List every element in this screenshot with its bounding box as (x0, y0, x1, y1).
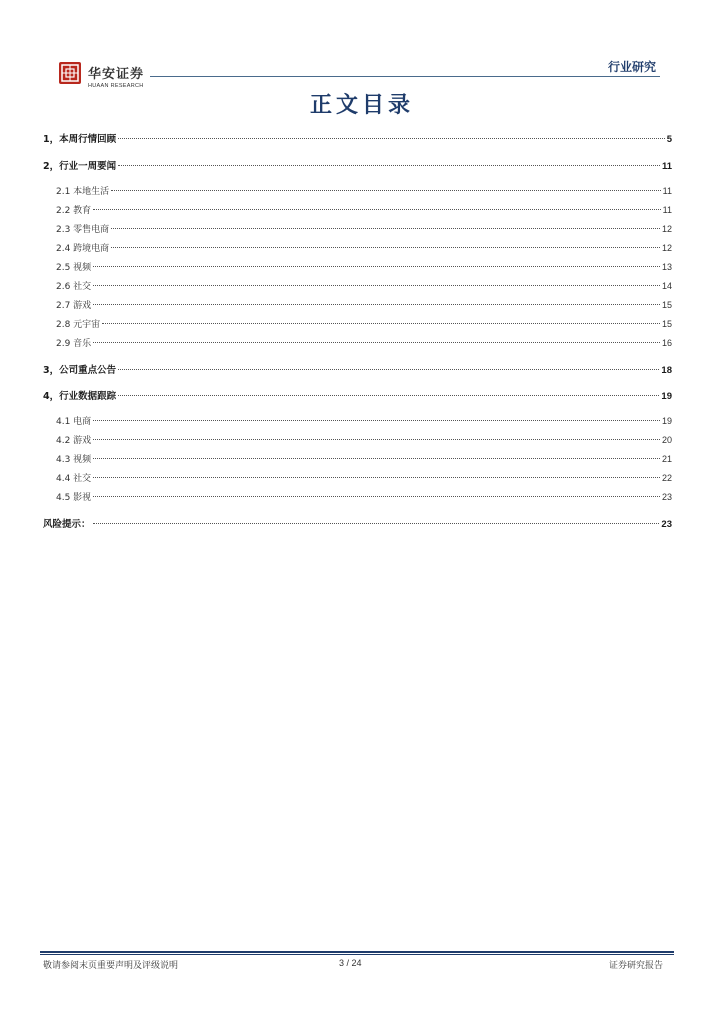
toc-entry-page: 11 (662, 186, 672, 196)
logo-name-cn: 华安证券 (88, 67, 145, 82)
toc-entry[interactable] (43, 279, 672, 293)
toc-entry[interactable] (43, 131, 672, 145)
toc-entry-label: 4.3 视频 (56, 455, 92, 465)
toc-entry[interactable] (43, 433, 672, 447)
toc-dot-leader (93, 439, 660, 440)
toc-entry-page: 19 (661, 391, 672, 402)
toc-entry-page: 15 (661, 319, 672, 329)
toc-entry-label: 2.9 音乐 (56, 339, 92, 349)
toc-entry-page: 23 (661, 492, 672, 502)
toc-dot-leader (118, 138, 665, 139)
toc-entry[interactable] (43, 260, 672, 274)
toc-entry[interactable] (43, 317, 672, 331)
toc-entry-label: 风险提示： (43, 519, 91, 530)
toc-entry-label: 4，行业数据跟踪 (43, 391, 117, 402)
logo-name-en: HUAAN RESEARCH (88, 83, 144, 89)
toc-entry-page: 12 (661, 243, 672, 253)
toc-dot-leader (102, 323, 660, 324)
toc-entry-page: 14 (661, 281, 672, 291)
toc-dot-leader (93, 420, 660, 421)
toc-dot-leader (93, 342, 660, 343)
toc-entry-label: 4.2 游戏 (56, 436, 92, 446)
toc-dot-leader (118, 395, 659, 396)
toc-dot-leader (93, 477, 660, 478)
toc-dot-leader (111, 190, 660, 191)
toc-entry-label: 1，本周行情回顾 (43, 134, 117, 145)
toc-entry-label: 2.5 视频 (56, 263, 92, 273)
footer-disclaimer: 敬请参阅末页重要声明及评级说明 (43, 961, 179, 971)
page-header (40, 56, 660, 92)
toc-dot-leader (93, 285, 660, 286)
toc-dot-leader (93, 209, 660, 210)
toc-entry-label: 2.1 本地生活 (56, 187, 110, 197)
toc-entry[interactable] (43, 203, 672, 217)
toc-dot-leader (111, 228, 660, 229)
toc-dot-leader (93, 458, 660, 459)
toc-dot-leader (93, 523, 660, 524)
toc-entry-page: 22 (661, 473, 672, 483)
toc-entry-page: 21 (661, 454, 672, 464)
footer-divider-thin (40, 954, 674, 955)
footer-divider (40, 951, 674, 953)
toc-dot-leader (93, 304, 660, 305)
toc-entry-page: 11 (661, 161, 672, 172)
toc-entry-page: 12 (661, 224, 672, 234)
toc-entry-page: 18 (661, 365, 672, 376)
toc-entry-label: 4.5 影视 (56, 493, 92, 503)
toc-entry-label: 2.3 零售电商 (56, 225, 110, 235)
toc-title: 正文目录 (309, 92, 414, 118)
toc-entry-label: 2.6 社交 (56, 282, 92, 292)
toc-entry[interactable] (43, 241, 672, 255)
toc-entry-page: 19 (661, 416, 672, 426)
toc-dot-leader (118, 165, 660, 166)
toc-entry[interactable] (43, 516, 672, 530)
page-indicator: 3 / 24 (339, 958, 362, 968)
section-tag: 行业研究 (607, 60, 656, 74)
toc-entry-page: 20 (661, 435, 672, 445)
toc-entry[interactable] (43, 158, 672, 172)
toc-entry-label: 2.8 元宇宙 (56, 320, 101, 330)
toc-entry[interactable] (43, 298, 672, 312)
page-footer (43, 958, 663, 972)
header-divider (150, 76, 660, 77)
toc-entry-page: 11 (662, 205, 672, 215)
toc-dot-leader (111, 247, 660, 248)
toc-entry[interactable] (43, 414, 672, 428)
toc-entry[interactable] (43, 388, 672, 402)
toc-dot-leader (118, 369, 659, 370)
toc-entry-label: 2，行业一周要闻 (43, 161, 117, 172)
toc-entry[interactable] (43, 336, 672, 350)
toc-entry[interactable] (43, 222, 672, 236)
footer-doc-type: 证券研究报告 (608, 961, 663, 971)
toc-entry[interactable] (43, 362, 672, 376)
toc-dot-leader (93, 496, 660, 497)
toc-entry-page: 15 (661, 300, 672, 310)
toc-dot-leader (93, 266, 660, 267)
toc-entry[interactable] (43, 490, 672, 504)
toc-entry-label: 4.1 电商 (56, 417, 92, 427)
logo-emblem-icon (59, 62, 81, 84)
toc-entry[interactable] (43, 184, 672, 198)
toc-entry-page: 13 (661, 262, 672, 272)
toc-entry-page: 23 (661, 519, 672, 530)
toc-entry-label: 2.7 游戏 (56, 301, 92, 311)
toc-entry-page: 5 (666, 134, 672, 145)
toc-entry-label: 2.4 跨境电商 (56, 244, 110, 254)
toc-entry-label: 4.4 社交 (56, 474, 92, 484)
toc-entry[interactable] (43, 452, 672, 466)
toc-entry-label: 3，公司重点公告 (43, 365, 117, 376)
toc-entry[interactable] (43, 471, 672, 485)
toc-entry-page: 16 (661, 338, 672, 348)
toc-entry-label: 2.2 教育 (56, 206, 92, 216)
